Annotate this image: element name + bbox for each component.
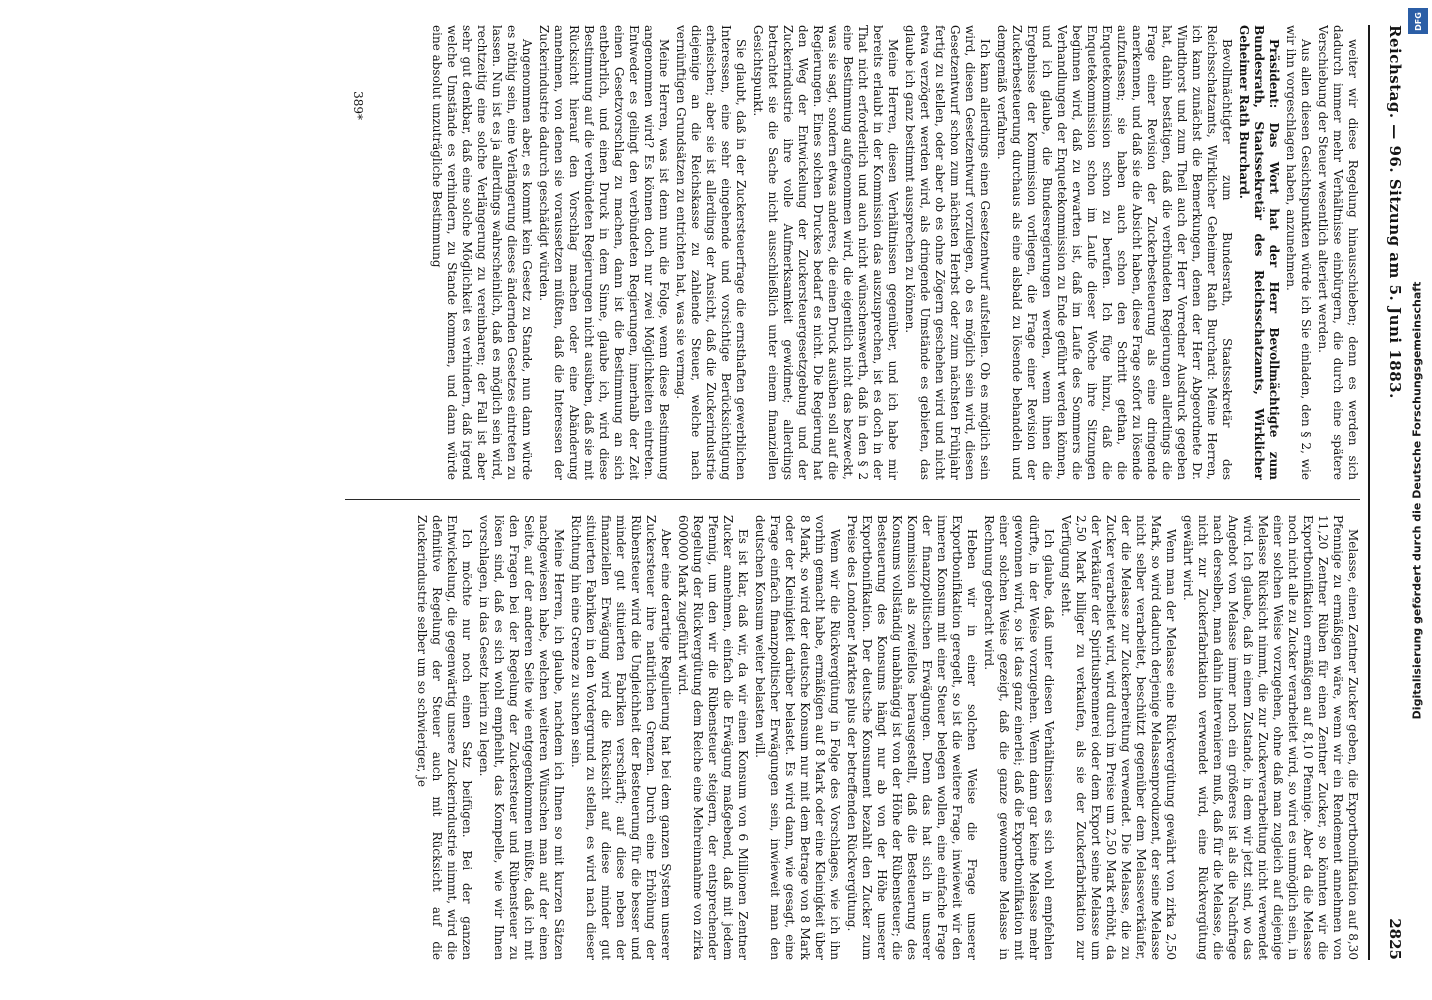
speaker-paragraph: Präsident: Das Wort hat der Herr Bevollmächtigte zum Bundesrath, Staatssekretär des Reichsschatzamts, Wirklicher Geheimer Rath Burchard. [1237, 25, 1281, 480]
funding-note [1410, 18, 1424, 982]
page-number: 2825 [1386, 918, 1404, 960]
sheet-mark: 389* [351, 91, 365, 120]
paragraph: Ich kann allerdings einen Gesetzentwurf aufstellen. Ob es möglich sein wird, diesen Gesetzentwurf vorzulegen, ob es möglich sein wird, diesen Gesetzentwurf schon zum nächsten Herbst oder zum nächsten Frühjahr fertig zu stellen, oder aber ob es ohne Zögern geschehen wird und nicht etwa verzögert werden wird, als dringende Umstände es gebieten, das glaube ich ganz bestimmt aussprechen zu können. [903, 25, 992, 480]
paragraph: Bevollmächtigter zum Bundesrath, Staatssekretär des Reichsschatzamts, Wirklicher Geheimer Rath Burchard: Meine Herren, ich kann zunächst die Bemerkungen, denen der Herr Abgeordnete Dr. Windthorst und zum Theil auch der Herr Vorredner Ausdruck gegeben hat, dahin bestätigen, daß die verbündeten Regierungen allerdings die Frage einer Revision der Zuckerbesteuerung als eine dringende anerkennen, und daß sie die Absicht haben, diese Frage sofort zu lösende aufzufassen; sie haben auch schon den Schritt gethan, die Enquetekommission schon zu berufen. Ich füge hinzu, daß die Enquetekommission schon im Laufe dieser Woche ihre Sitzungen beginnen wird, daß zu erwarten ist, daß im Laufe des Sommers die Verhandlungen der Enquetekommission zu Ende geführt werden können, und ich glaube, die Bundesregierungen werden, wenn ihnen die Ergebnisse der Kommission vorliegen, die Frage einer Revision der Zuckerbesteuerung durchaus als eine alsbald zu lösende behandeln und demgemäß verfahren. [995, 25, 1234, 480]
paragraph: Heben wir in einer solchen Weise die Frage unserer Exportbonifikation geregelt, so ist die weitere Frage, inwieweit wir den inneren Konsum mit einer Steuer belegen wollen, eine einfache Frage der finanzpolitischen Erwägungen. Denn das hat sich in unserer Kommission als zweifellos herausgestellt, daß die Besteuerung des Konsums vollständig unabhängig ist von der Höhe der Rübensteuer; die Besteuerung des Konsums hängt nur ab von der Höhe unserer Exportbonifikation. Der deutsche Konsument bezahlt den Zucker zum Preise des Londoner Marktes plus der betreffenden Rückvergütung. [845, 515, 979, 960]
paragraph: weiter wir diese Regelung hinausschieben; denn es werden sich dadurch immer mehr Verhältnisse einbürgern, die durch eine spätere Verschiebung der Steuer wesentlich alteriert werden. [1316, 25, 1360, 480]
left-column [345, 515, 1360, 960]
paragraph: Aber eine derartige Regulierung hat bei dem ganzen System unserer Zuckersteuer ihre natürlichen Grenzen. Durch eine Erhöhung der Rübensteuer wird die Ungleichheit der Besteuerung für die besser und minder gut situierten Fabriken verschärft; auf diese neben der finanziellen Erwägung wird die Rücksicht auf diese minder gut situierten Fabriken in den Vordergrund zu stellen, es wird nach dieser Richtung hin eine Grenze zu suchen sein. [569, 515, 673, 960]
paragraph: Melasse, einen Zentner Zucker geben, die Exportbonifikation auf 8,30 Pfennige zu ermäßigen wäre, wenn wir ein Rendement annehmen von 11,20 Zentner Rüben für einen Zentner Zucker, so könnten wir die Exportbonifikation ermäßigen auf 8,10 Pfennige. Aber da die Melasse noch nicht alle zu Zucker verarbeitet wird, so wird es unmöglich sein, in einer solchen Weise vorzugehen, ohne daß man zugleich auf diejenige Melasse Rücksicht nimmt, die zur Zuckerverarbeitung nicht verwendet wird. Ich glaube, daß in einem Zustande, in dem wir jetzt sind, wo das Angebot von Melasse immer noch ein größeres ist als die Nachfrage nach derselben, man dahin intervenieren muß, daß für die Melasse, die nicht zur Zuckerfabrikation verwendet wird, eine Rückvergütung gewährt wird. [1181, 515, 1360, 960]
right-column [345, 25, 1360, 480]
paragraph: Aus allen diesen Gesichtspunkten würde ich Sie einladen, den § 2, wie wir ihn vorgeschlagen haben, anzunehmen. [1284, 25, 1313, 480]
running-title: Reichstag. — 96. Sitzung am 5. Juni 1883. [1386, 25, 1404, 399]
paragraph: Wenn man der Melasse eine Rückvergütung gewährt von zirka 2,50 Mark, so wird dadurch derjenige Melassenproduzent, der seine Melasse nicht selber verarbeitet, beschützt gegenüber dem Melasseverkäufer, der die Melasse zur Zuckerbereitung verwendet. Die Melasse, die zu Zucker verarbeitet wird, wird durch im Preise um 2,50 Mark erhöht, da der Verkäufer der Spiritusbrennerei oder dem Export seine Melasse um 2,50 Mark billiger zu verkaufen, als sie der Zuckerfabrikation zur Verfügung steht. [1059, 515, 1178, 960]
paragraph: Angenommen aber, es kommt kein Gesetz zu Stande, nun dann würde es nöthig sein, eine Verlängerung dieses ändernden Gesetzes eintreten zu lassen. Nun ist es ja allerdings wahrscheinlich, daß es möglich sein wird, rechtzeitig eine solche Verlängerung zu vereinbaren; der Fall ist aber sehr gut denkbar, daß eine solche Möglichkeit es verhindern, daß irgend welche Umstände es verhindern, zu Stande kommen, und dann würde eine absolut unzuträgliche Bestimmung [430, 25, 534, 480]
paragraph: Wenn wir die Rückvergütung in Folge des Vorschlages, wie ich ihn vorhin gemacht habe, ermäßigen auf 8 Mark oder eine Kleinigkeit über 8 Mark, so wird der deutsche Konsum nur mit dem Betrage von 8 Mark oder der Kleinigkeit darüber belastet. Es wird dann, wie gesagt, eine Frage einfach finanzpolitischer Erwägungen sein, inwieweit man den deutschen Konsum weiter belasten will. [753, 515, 842, 960]
page-header [1375, 25, 1415, 960]
dfg-logo-text: DFG [1413, 11, 1423, 31]
paragraph: Meine Herren, ich glaube, nachdem ich Ihnen so mit kurzen Sätzen nachgewiesen habe, welchen weiteren Wünschen man auf der einen Seite, auf der anderen Seite wie entgegenkommen müßte, daß ich mit den Fragen bei der Regelung der Zuckersteuer und Rübensteuer zu lösen sind, daß es sich wohl empfiehlt, das Kompelle, wie wir Ihnen vorschlagen, in das Gesetz hierin zu legen. [477, 515, 566, 960]
paragraph: Ich möchte nur noch einen Satz beifügen. Bei der ganzen Entwickelung, die gegenwärtig unsere Zuckerindustrie nimmt, wird die definitive Regelung der Steuer auch mit Rücksicht auf die Zuckerindustrie selber um so schwieriger, je [415, 515, 474, 960]
paragraph: Es ist klar, daß wir, da wir einen Konsum von 6 Millionen Zentner Zucker annehmen, einfach die Erwägung maßgebend, daß mit jedem Pfennig, um den wir die Rübensteuer steigern, der entsprechender Regelung der Rückvergütung dem Reiche eine Mehreinnahme von zirka 600000 Mark zugeführt wird. [676, 515, 750, 960]
funding-text: Digitalisierung gefördert durch die Deutsche Forschungsgemeinschaft [1410, 281, 1424, 719]
paragraph: Sie glaubt, daß in der Zuckersteuerfrage die ernsthaften gewerblichen Interessen, eine sehr eingehende und vorsichtige Berücksichtigung erheischen; aber sie ist allerdings der Ansicht, daß die Zuckerindustrie diejenige an die Reichskasse zu zahlende Steuer, welche nach vernünftigen Grundsätzen zu entrichten hat, was sie vermag. [674, 25, 748, 480]
paragraph: Ich glaube, daß unter diesen Verhältnissen es sich wohl empfehlen dürfte, in der Weise vorzugehen. Wenn dann gar keine Melasse mehr gewonnen wird, so ist das ganz einerlei; daß die Exportbonifikation mit einer solchen Weise gezeigt, daß die ganze gewonnene Melasse in Rechnung gebracht wird. [982, 515, 1056, 960]
paragraph: Meine Herren, diesen Verhältnissen gegenüber, und ich habe mir bereits erlaubt in der Kommission das auszusprechen, ist es doch in der That nicht erforderlich und auch nicht wünschenswerth, daß in den § 2 eine Bestimmung aufgenommen wird, die eigentlich nicht das bezweckt, was sie sagt, sondern etwas anderes, die einen Druck ausüben soll auf die Regierungen. Eines solchen Druckes bedarf es nicht. Die Regierung hat den Weg der Entwickelung der Zuckersteuergesetzgebung und der Zuckerindustrie ihre volle Aufmerksamkeit gewidmet; allerdings betrachtet sie die Sache nicht ausschließlich unter einem finanziellen Gesichtspunkt. [751, 25, 900, 480]
paragraph: Meine Herren, was ist denn nun die Folge, wenn diese Bestimmung angenommen wird? Es können doch nur zwei Möglichkeiten eintreten. Entweder es gelingt den verbündeten Regierungen, innerhalb der Zeit einen Gesetzvorschlag zu machen, dann ist die Bestimmung an sich entbehrlich, und einen Druck in dem Sinne, glaube ich, wird diese Bestimmung auf die verbündeten Regierungen nicht ausüben, daß sie mit Rücksicht hierauf den Vorschlag machen oder eine Abänderung annehmen, von denen sie voraussetzen müßten, daß die Interessen der Zuckerindustrie dadurch geschädigt würden. [537, 25, 671, 480]
column-divider [345, 499, 1360, 500]
header-rule [1368, 25, 1370, 960]
